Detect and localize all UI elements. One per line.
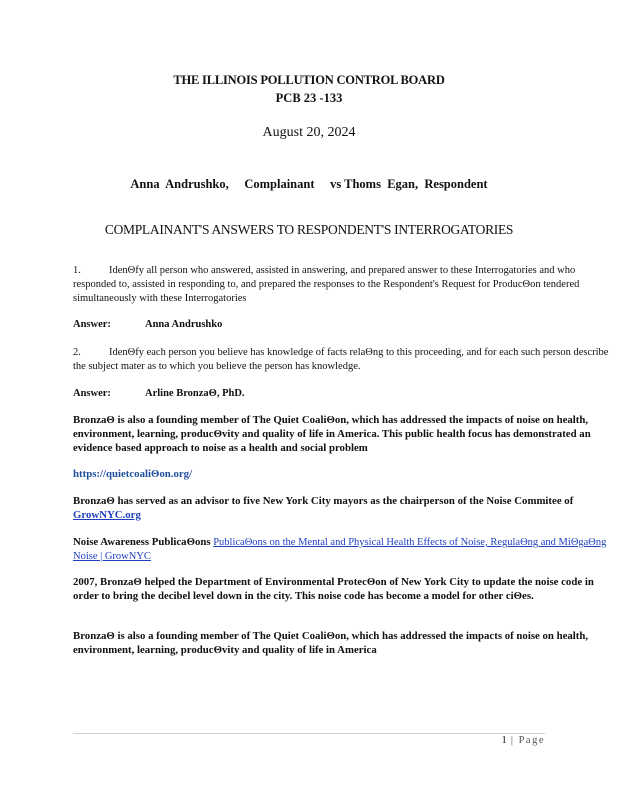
footer-divider <box>73 733 545 734</box>
page-footer <box>0 735 545 746</box>
grownyc-link[interactable]: GrowNYC.org <box>73 509 141 521</box>
quiet-coalition-link[interactable]: https://quietcoaliΘon.org/ <box>73 468 193 480</box>
page-number: 1 <box>501 735 507 746</box>
paragraph-noise-code: 2007, BronzaΘ helped the Department of Environmental ProtecΘon of New York City to update the noise code in order to bring the decibel level down in the city. This noise code has become a model for other ciΘes. <box>73 576 594 602</box>
case-number: PCB 23 -133 <box>275 91 343 105</box>
publications-link[interactable]: PublicaΘons on the Mental and Physical Health Effects of Noise, RegulaΘng and MiΘgaΘng Noise | GrowNYC <box>73 537 607 562</box>
item-number: 2. <box>73 347 81 358</box>
page-label: | Page <box>506 735 545 746</box>
item-number: 1. <box>73 265 81 276</box>
answer-label: Answer: <box>73 319 111 330</box>
answer-text: Anna Andrushko <box>145 319 223 330</box>
paragraph-quiet-coalition-repeat: BronzaΘ is also a founding member of The Quiet CoaliΘon, which has addressed the impacts of noise on health, environment, learning, producΘvity and quality of life in America <box>73 630 589 656</box>
answer-label: Answer: <box>73 388 111 399</box>
interrogatory-1 <box>73 264 613 306</box>
paragraph-quiet-coalition: BronzaΘ is also a founding member of The Quiet CoaliΘon, which has addressed the impacts of noise on health, environment, learning, producΘvity and quality of life in America. This public health focus has demonstrated an evidence based approach to noise as a health and social problem <box>73 414 591 454</box>
answer-text: Arline BronzaΘ, PhD. <box>145 388 245 399</box>
advisor-text: BronzaΘ has served as an advisor to five New York City mayors as the chairperson of the Noise Commitee of <box>73 495 574 507</box>
paragraph-advisor <box>73 494 613 522</box>
answer-2 <box>73 387 613 401</box>
paragraph-publications <box>73 535 613 564</box>
board-title: THE ILLINOIS POLLUTION CONTROL BOARD <box>173 73 445 87</box>
answer-1 <box>73 318 613 332</box>
question-text: IdenΘfy all person who answered, assisted in answering, and prepared answer to these Interrogatories and who responded to, assisted in responding to, and prepared the responses to the Respondent's Request for ProducΘon tendered simultaneously with these Interrogatories <box>73 265 580 304</box>
question-text: IdenΘfy each person you believe has knowledge of facts relaΘng to this proceeding, and for each such person describe the subject mater as to which you believe the person has knowledge. <box>73 347 609 372</box>
document-heading: COMPLAINANT'S ANSWERS TO RESPONDENT'S INTERROGATORIES <box>104 222 514 237</box>
interrogatory-2 <box>73 346 613 374</box>
parties-line: Anna Andrushko, Complainant vs Thoms Egan, Respondent <box>130 177 488 191</box>
document-date: August 20, 2024 <box>262 125 356 140</box>
publications-label: Noise Awareness PublicaΘons <box>73 536 211 548</box>
